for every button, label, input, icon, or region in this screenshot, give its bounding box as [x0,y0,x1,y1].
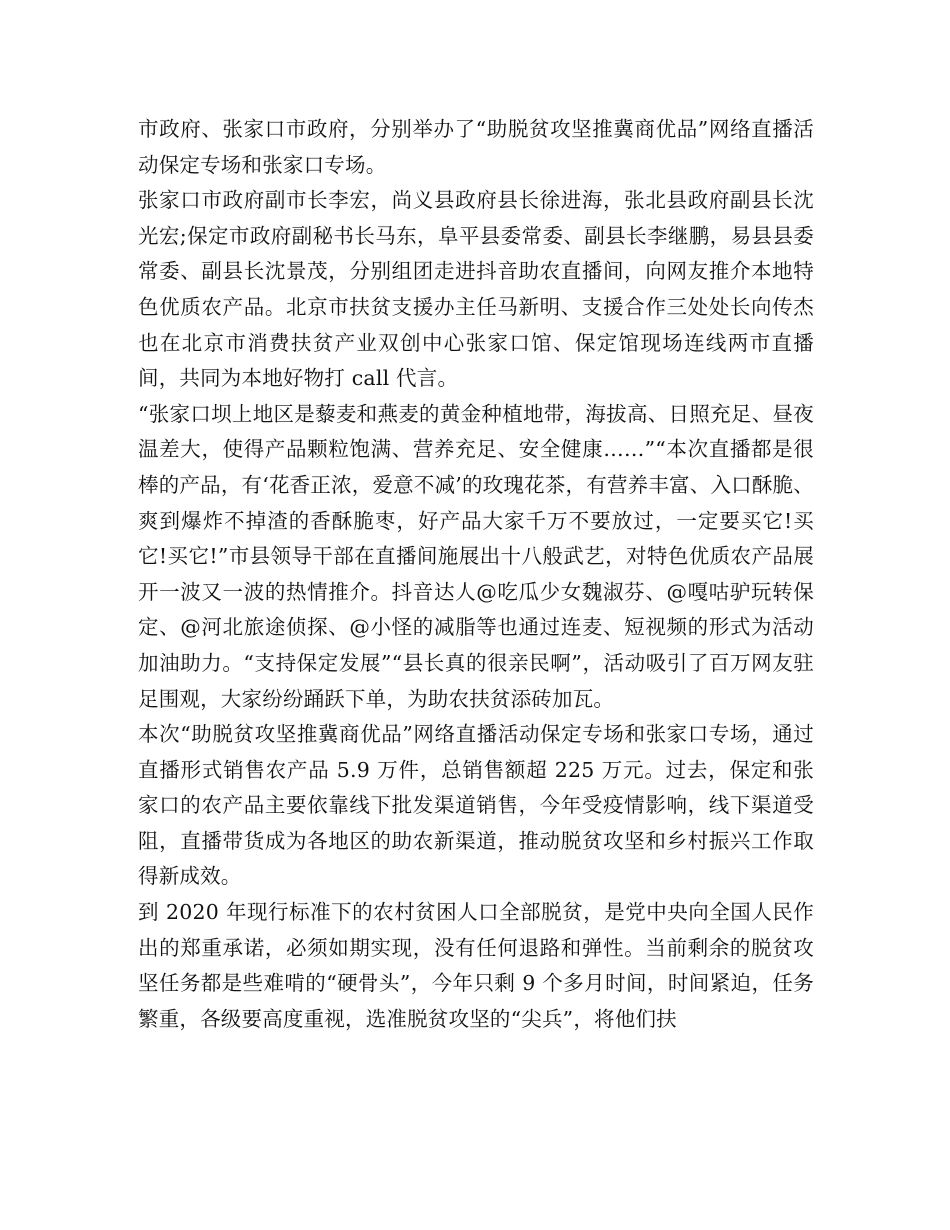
paragraph-5: 到 2020 年现行标准下的农村贫困人口全部脱贫，是党中央向全国人民作出的郑重承诺，必须如期实现，没有任何退路和弹性。当前剩余的脱贫攻坚任务都是些难啃的“硬骨头”，今年只剩 9 个多月时间，时间紧迫，任务繁重，各级要高度重视，选准脱贫攻坚的“尖兵”，将他们扶 [138,900,814,1031]
paragraph-1: 市政府、张家口市政府，分别举办了“助脱贫攻坚推冀商优品”网络直播活动保定专场和张家口专场。 [138,117,814,177]
paragraph-3: “张家口坝上地区是藜麦和燕麦的黄金种植地带，海拔高、日照充足、昼夜温差大，使得产品颗粒饱满、营养充足、安全健康……”“本次直播都是很棒的产品，有‘花香正浓，爱意不减’的玫瑰花茶，有营养丰富、入口酥脆、爽到爆炸不掉渣的香酥脆枣，好产品大家千万不要放过，一定要买它!买它!买它!”市县领导干部在直播间施展出十八般武艺，对特色优质农产品展开一波又一波的热情推介。抖音达人@吃瓜少女魏淑芬、@嘎咕驴玩转保定、@河北旅途侦探、@小怪的减脂等也通过连麦、短视频的形式为活动加油助力。“支持保定发展”“县长真的很亲民啊”，活动吸引了百万网友驻足围观，大家纷纷踊跃下单，为助农扶贫添砖加瓦。 [138,401,814,711]
paragraph-4: 本次“助脱贫攻坚推冀商优品”网络直播活动保定专场和张家口专场，通过直播形式销售农产品 5.9 万件，总销售额超 225 万元。过去，保定和张家口的农产品主要依靠线下批发渠道销售，今年受疫情影响，线下渠道受阻，直播带货成为各地区的助农新渠道，推动脱贫攻坚和乡村振兴工作取得新成效。 [138,722,814,889]
article-body [138,112,814,1037]
paragraph-2: 张家口市政府副市长李宏，尚义县政府县长徐进海，张北县政府副县长沈光宏;保定市政府副秘书长马东，阜平县委常委、副县长李继鹏，易县县委常委、副县长沈景茂，分别组团走进抖音助农直播间，向网友推介本地特色优质农产品。北京市扶贫支援办主任马新明、支援合作三处处长向传杰也在北京市消费扶贫产业双创中心张家口馆、保定馆现场连线两市直播间，共同为本地好物打 call 代言。 [138,188,814,391]
